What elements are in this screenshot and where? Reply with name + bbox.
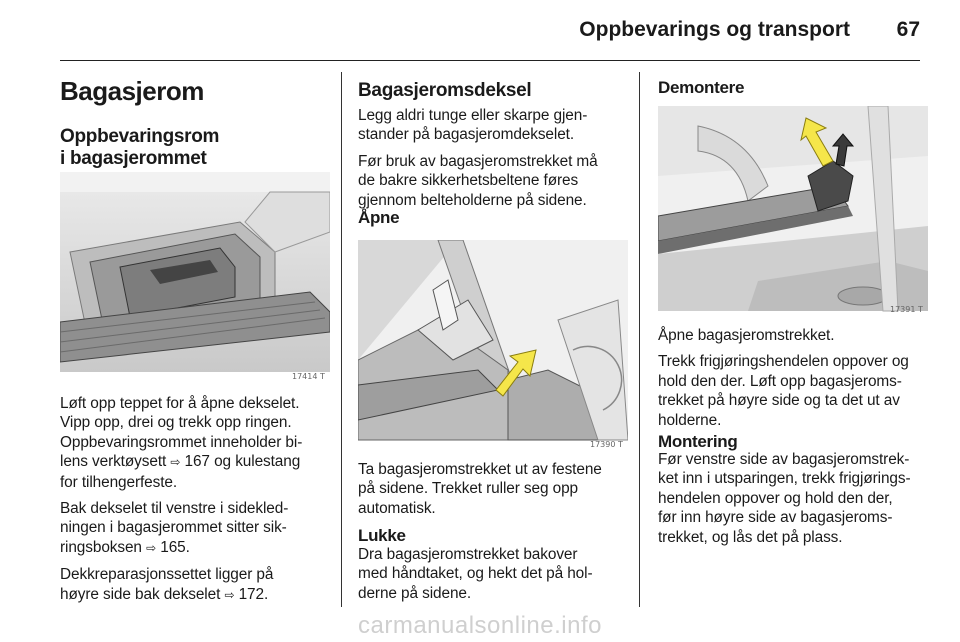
page-ref-icon: ⇨ [224,587,235,602]
text-line: holderne. [658,411,722,429]
text-line [60,585,340,605]
figure-number: 17390 T [590,440,623,449]
text-line: Oppbevaringsrommet inneholder bi- [60,433,303,451]
cover-removal-figure [658,106,928,316]
paragraph [358,545,633,603]
paragraph [60,565,340,605]
paragraph: Åpne bagasjeromstrekket. [658,327,835,344]
column-divider [341,72,342,607]
section-heading: Bagasjerom [60,76,204,106]
text-line [60,538,340,558]
text-line: med håndtaket, og hekt det på hol- [358,565,593,583]
text-fragment: lens verktøysett [60,453,167,471]
text-line: automatisk. [358,499,436,517]
figure-number: 17391 T [890,305,923,314]
cover-open-figure [358,240,628,450]
paragraph [60,394,340,492]
text-line: trekket, og lås det på plass. [658,528,843,546]
text-fragment: høyre side bak dekselet [60,585,221,603]
text-line: før inn høyre side av bagasjeroms- [658,509,893,527]
text-line: Ta bagasjeromstrekket ut av festene [358,461,602,478]
page-ref-link[interactable]: 167 [184,453,210,471]
subheading-line: i bagasjerommet [60,148,207,169]
text-line: trekket på høyre side og ta det ut av [658,392,900,410]
text-line: hendelen oppover og hold den der, [658,489,893,507]
subheading-close: Lukke [358,526,406,545]
text-line: Dra bagasjeromstrekket bakover [358,546,578,563]
body-text [60,394,340,605]
section-heading: Bagasjeromsdeksel [358,80,532,101]
page-ref-icon: ⇨ [146,540,157,555]
text-line: ket inn i utsparingen, trekk frigjørings- [658,470,911,488]
text-line: Bak dekselet til venstre i sidekled- [60,500,289,518]
text-line: på sidene. Trekket ruller seg opp [358,480,578,498]
page-ref-link[interactable]: 165. [160,538,190,556]
paragraph [658,450,933,547]
storage-compartment-figure [60,172,330,382]
text-line: Før bruk av bagasjeromstrekket må [358,152,598,170]
paragraph [60,499,340,558]
body-text [658,326,933,430]
paragraph [358,460,633,518]
text-line: Trekk frigjøringshendelen oppover og [658,353,909,371]
body-text [358,106,628,210]
subheading [60,126,219,170]
figure-number: 17414 T [292,372,325,381]
text-line: Før venstre side av bagasjeromstrek- [658,451,910,468]
watermark: carmanualsonline.info [358,612,602,639]
text-fragment: ringsboksen [60,538,142,556]
body-text [658,450,933,547]
text-fragment: og kulestang [214,453,301,471]
paragraph [358,106,628,145]
paragraph [658,352,933,430]
subheading-mounting: Montering [658,432,738,451]
section-heading: Demontere [658,78,745,97]
text-line: Løft opp teppet for å åpne dekselet. [60,395,300,412]
subheading-open: Åpne [358,208,400,227]
text-line: de bakre sikkerhetsbeltene føres [358,172,579,190]
text-line: derne på sidene. [358,584,472,602]
text-line: hold den der. Løft opp bagasjeroms- [658,372,902,390]
body-text [358,460,633,518]
text-line: for tilhengerfeste. [60,473,178,491]
text-line: Legg aldri tunge eller skarpe gjen- [358,107,588,124]
text-line: Dekkreparasjonssettet ligger på [60,566,274,584]
text-line [60,452,340,472]
page-ref-icon: ⇨ [170,455,181,470]
paragraph [358,152,628,210]
subheading-line: Oppbevaringsrom [60,126,220,147]
page-number: 67 [896,18,920,41]
body-text [358,545,633,603]
column-divider [639,72,640,607]
running-header-title: Oppbevarings og transport [579,18,850,41]
text-line: gjennom belteholderne på sidene. [358,191,587,209]
page-ref-link[interactable]: 172. [238,585,269,603]
header-rule [60,60,920,61]
text-line: ningen i bagasjerommet sitter sik- [60,519,287,537]
text-line: stander på bagasjeromdekselet. [358,126,575,144]
text-line: Vipp opp, drei og trekk opp ringen. [60,414,292,432]
